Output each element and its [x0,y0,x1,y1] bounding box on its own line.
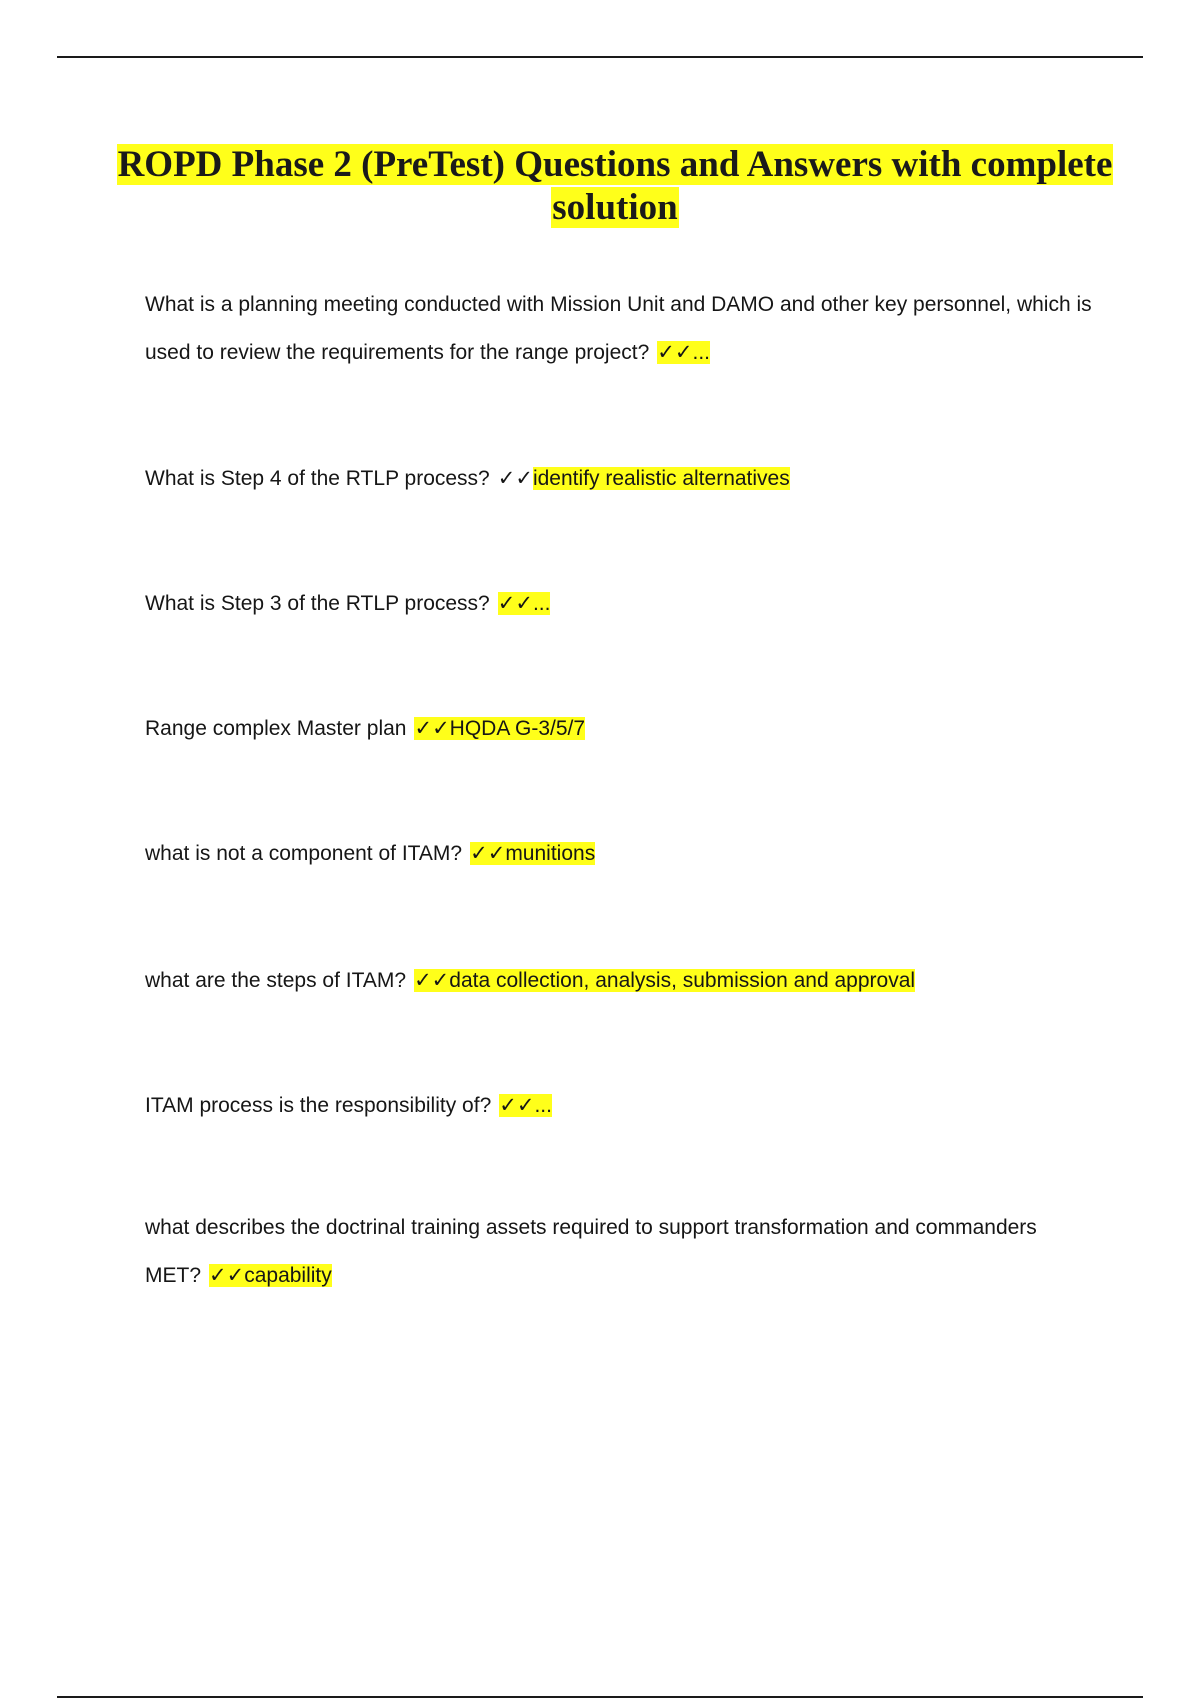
answer-text: ... [692,341,710,364]
answer-highlight [499,1094,552,1117]
qa-item-8 [145,1204,1095,1300]
answer-highlight [414,969,915,992]
question-text: what is not a component of ITAM? [145,842,463,865]
check-icon: ✓✓ [414,717,450,740]
qa-item-2 [145,455,1095,503]
answer-text: data collection, analysis, submission and approval [449,969,916,992]
qa-item-7 [145,1082,1095,1130]
answer-highlight [657,341,710,364]
question-text: ITAM process is the responsibility of? [145,1094,492,1117]
qa-item-4 [145,705,1095,753]
check-icon: ✓✓ [499,1094,535,1117]
question-text: Range complex Master plan [145,717,407,740]
document-title-text: ROPD Phase 2 (PreTest) Questions and Answers with complete solution [117,144,1113,228]
qa-item-3 [145,580,1095,628]
answer-text: capability [244,1264,332,1287]
check-icon: ✓✓ [209,1264,245,1287]
question-text: What is Step 4 of the RTLP process? [145,467,490,490]
question-text: What is Step 3 of the RTLP process? [145,592,490,615]
answer-highlight [414,717,585,740]
bottom-rule [57,1696,1143,1698]
check-icon: ✓✓ [497,592,533,615]
qa-item-1 [145,281,1095,377]
answer-highlight [470,842,595,865]
answer-text: ... [532,592,551,615]
answer-text: HQDA G-3/5/7 [449,717,586,740]
qa-item-5 [145,830,1095,878]
check-icon: ✓✓ [497,467,533,490]
question-text: What is a planning meeting conducted with Mission Unit and DAMO and other key personnel, which is used to review the requirements for the range project? [145,293,1092,364]
check-icon: ✓✓ [657,341,693,364]
qa-item-6 [145,957,1095,1005]
question-text: what describes the doctrinal training assets required to support transformation and commanders MET? [145,1216,1037,1287]
check-icon: ✓✓ [470,842,506,865]
answer-highlight [498,592,551,615]
answer-highlight [209,1264,332,1287]
check-icon: ✓✓ [414,969,450,992]
answer-text: identify realistic alternatives [532,467,790,490]
document-title [100,143,1130,229]
question-text: what are the steps of ITAM? [145,969,407,992]
answer-text: munitions [505,842,596,865]
top-rule [57,56,1143,58]
answer-text: ... [534,1094,552,1117]
